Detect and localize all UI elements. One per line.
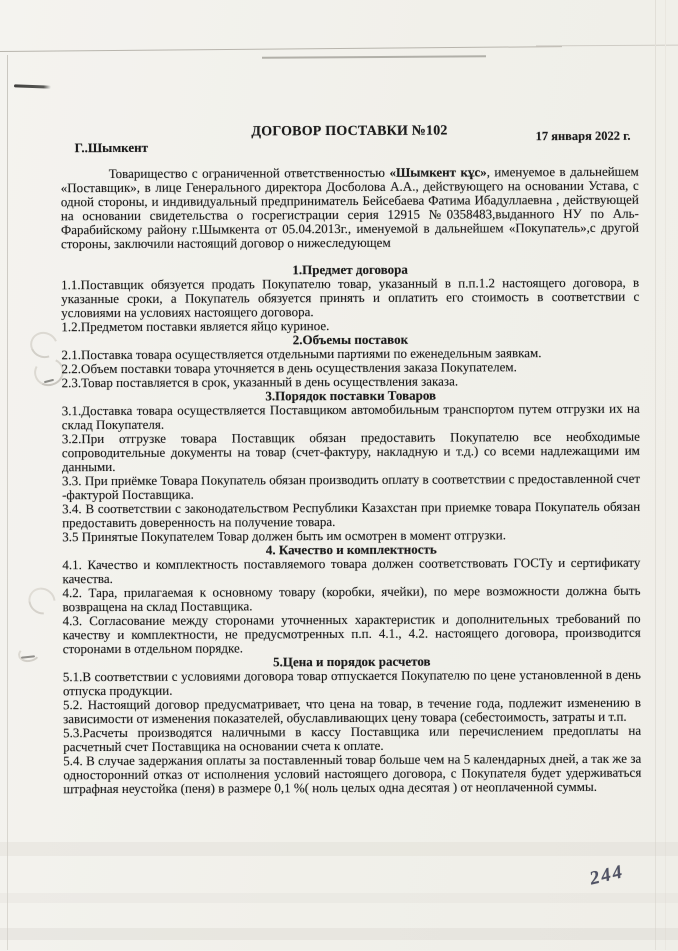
clause-4-1: 4.1. Качество и комплектность поставляемого товара должен соответствовать ГОСТу и сертификату качества. — [62, 554, 641, 587]
preamble-text: Товарищество с ограниченной ответственностью — [108, 164, 390, 182]
clause-2-3: 2.3.Товар поставляется в срок, указанный в день осуществления заказа. — [61, 373, 459, 391]
clause-1-1: 1.1.Поставщик обязуется продать Покупателю товар, указанный в п.п.1.2 настоящего договора, в указанные сроки, а Покупатель обязуется принять и оплатить его стоимость в соответствии с условиями на условиях настоящего договора. — [61, 274, 640, 321]
dateline-city: Г..Шымкент — [74, 139, 149, 156]
clause-2-2: 2.2.Объем поставки товара уточняется в день осуществления заказа Покупателем. — [61, 359, 517, 377]
clause-5-3: 5.3.Расчеты производятся наличными в кассу Поставщика или перечислением предоплаты на расчетный счет Поставщика на основании счета к оплате. — [63, 722, 642, 755]
section-heading-5: 5.Цена и порядок расчетов — [273, 653, 431, 670]
clause-3-3: 3.3. При приёмке Товара Покупатель обязан производить оплату в соответствии с предоставленной счет -фактурой Поставщика. — [61, 470, 641, 503]
clause-4-3: 4.3. Согласование между сторонами уточненных характеристик и дополнительных требований по качеству и комплектности, не предусмотренных п.п. 4.1., 4.2. настоящего договора, производится сторонами в отдельном порядке. — [62, 610, 641, 657]
clause-1-2: 1.2.Предметом поставки является яйцо куриное. — [61, 318, 330, 335]
preamble-text-continued: , именуемое в дальнейшем «Поставщик», в лице Генерального директора Досболова А.А., действующего на основании Устава, с одной стороны, и индивидуальный предприниматель Бейсебаева Фатима Ибадуллаевна , действующей на основании свидетельства о госрегистрации серия 12915 №0358483,выданного НУ по Аль-Фарабийскому району г.Шымкента от 05.04.2013г., именуемой в дальнейшем «Покупатель»,с другой стороны, заключили настоящий договор о нижеследующем — [60, 163, 639, 252]
section-heading-1: 1.Предмет договора — [292, 261, 408, 278]
clause-5-2: 5.2. Настоящий договор предусматривает, что цена на товар, в течение года, подлежит изменению в зависимости от изменения показателей, обуславливающих цену товара (себестоимость, затраты и т.п. — [62, 694, 642, 727]
clause-3-2: 3.2.При отгрузке товара Поставщик обязан предоставить Покупателю все необходимые сопроводительные документы на товар (счет-фактуру, накладную и т.д.) со всеми надлежащими им данными. — [61, 428, 640, 475]
supplier-company-name: «Шымкент кұс» — [389, 164, 487, 180]
section-heading-2: 2.Объемы поставок — [292, 331, 409, 348]
clause-5-1: 5.1.В соответствии с условиями договора товар отпускается Покупателю по цене установленной в день отпуска продукции. — [62, 666, 641, 699]
clause-3-4: 3.4. В соответствии с законодательством Республики Казахстан при приемке товара Покупатель обязан предоставить доверенность на получение товара. — [62, 498, 641, 531]
clause-3-5: 3.5 Принятые Покупателем Товар должен быть им осмотрен в момент отгрузки. — [62, 527, 506, 545]
clause-4-2: 4.2. Тара, прилагаемая к основному товару (коробки, ячейки), по мере возможности должна быть возвращена на склад Поставщика. — [62, 582, 641, 615]
section-heading-4: 4. Качество и комплектность — [265, 541, 437, 558]
contract-body — [61, 165, 642, 797]
contract-preamble — [61, 165, 639, 252]
clause-5-4: 5.4. В случае задержания оплаты за поставленный товар больше чем на 5 календарных дней, а так же за односторонний отказ от исполнения условий настоящего договора, с Покупателя будет удерживаться штрафная неустойка (пеня) в размере 0,1 %( ноль целых одна десятая ) от неоплаченной суммы. — [63, 750, 642, 797]
clause-2-1: 2.1.Поставка товара осуществляется отдельными партиями по еженедельным заявкам. — [61, 345, 542, 363]
handwritten-page-number: 244 — [587, 861, 627, 890]
section-heading-3: 3.Порядок поставки Товаров — [265, 387, 437, 404]
dateline-date: 17 января 2022 г. — [535, 128, 631, 144]
clause-3-1: 3.1.Доставка товара осуществляется Поставщиком автомобильным транспортом путем отгрузки их на склад Покупателя. — [61, 400, 640, 433]
document-title: ДОГОВОР ПОСТАВКИ №102 — [251, 123, 448, 140]
